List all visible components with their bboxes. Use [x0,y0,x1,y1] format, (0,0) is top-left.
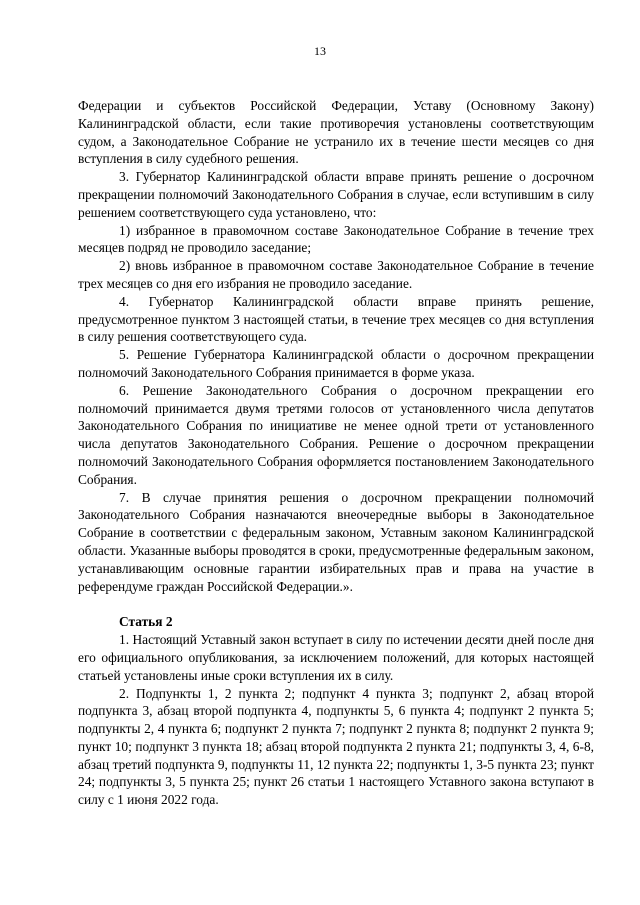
page-number: 13 [314,44,326,58]
article-2-paragraph-1: 1. Настоящий Уставный закон вступает в силу по истечении десяти дней после дня его официального опубликования, за исключением положений, для которых настоящей статьей установлены иные сроки вступления их в силу. [78,632,594,683]
paragraph-subitem-1: 1) избранное в правомочном составе Законодательное Собрание в течение трех месяцев подряд не проводило заседание; [78,222,594,256]
paragraph-item-5: 5. Решение Губернатора Калининградской области о досрочном прекращении полномочий Законодательного Собрания принимается в форме указа. [78,347,594,380]
paragraph-item-6: 6. Решение Законодательного Собрания о досрочном прекращении его полномочий принимается двумя третями голосов от установленного числа депутатов Законодательного Собрания по инициативе не менее одной трети от установленного числа депутатов Законодательного Собрания. Решение о досрочном прекращении полномочий Законодательного Собрания оформляется постановлением Законодательного Собрания. [78,382,594,487]
paragraph-subitem-2: 2) вновь избранное в правомочном составе Законодательное Собрание в течение трех месяцев со дня его избрания не проводило заседание. [78,258,594,291]
paragraph-continuation: Федерации и субъектов Российской Федерации, Уставу (Основному Закону) Калининградской области, если такие противоречия установлены соответствующим судом, а Законодательное Собрание не устранило их в течение шести месяцев со дня вступления в силу судебного решения. [78,98,594,167]
paragraph-item-7: 7. В случае принятия решения о досрочном прекращении полномочий Законодательного Собрания назначаются внеочередные выборы в Законодательное Собрание в соответствии с федеральным законом, Уставным законом Калининградской области. Указанные выборы проводятся в сроки, предусмотренные федеральным законом, устанавливающим основные гарантии избирательных прав и права на участие в референдуме граждан Российской Федерации.». [78,489,594,594]
paragraph-item-4: 4. Губернатор Калининградской области вправе принять решение, предусмотренное пунктом 3 настоящей статьи, в течение трех месяцев со дня вступления в силу решения соответствующего суда. [78,293,594,345]
paragraph-item-3: 3. Губернатор Калининградской области вправе принять решение о досрочном прекращении полномочий Законодательного Собрания в случае, если вступившим в силу решением соответствующего суда установлено, что: [78,169,594,220]
document-body [78,97,594,809]
article-heading: Статья 2 [119,614,173,630]
article-2-paragraph-2: 2. Подпункты 1, 2 пункта 2; подпункт 4 пункта 3; подпункт 2, абзац второй подпункта 3, абзац второй подпункта 4, подпункты 5, 6 пункта 4; подпункт 2 пункта 5; подпункты 2, 4 пункта 6; подпункт 2 пункта 7; подпункт 2 пункта 8; подпункт 2 пункта 9; пункт 10; подпункт 3 пункта 18; абзац второй подпункта 2 пункта 21; подпункты 3, 4, 6-8, абзац третий подпункта 9, подпункты 11, 12 пункта 22; подпункты 1, 3-5 пункта 23; пункт 24; подпункты 3, 5 пункта 25; пункт 26 статьи 1 настоящего Уставного закона вступают в силу с 1 июня 2022 года. [78,685,594,808]
